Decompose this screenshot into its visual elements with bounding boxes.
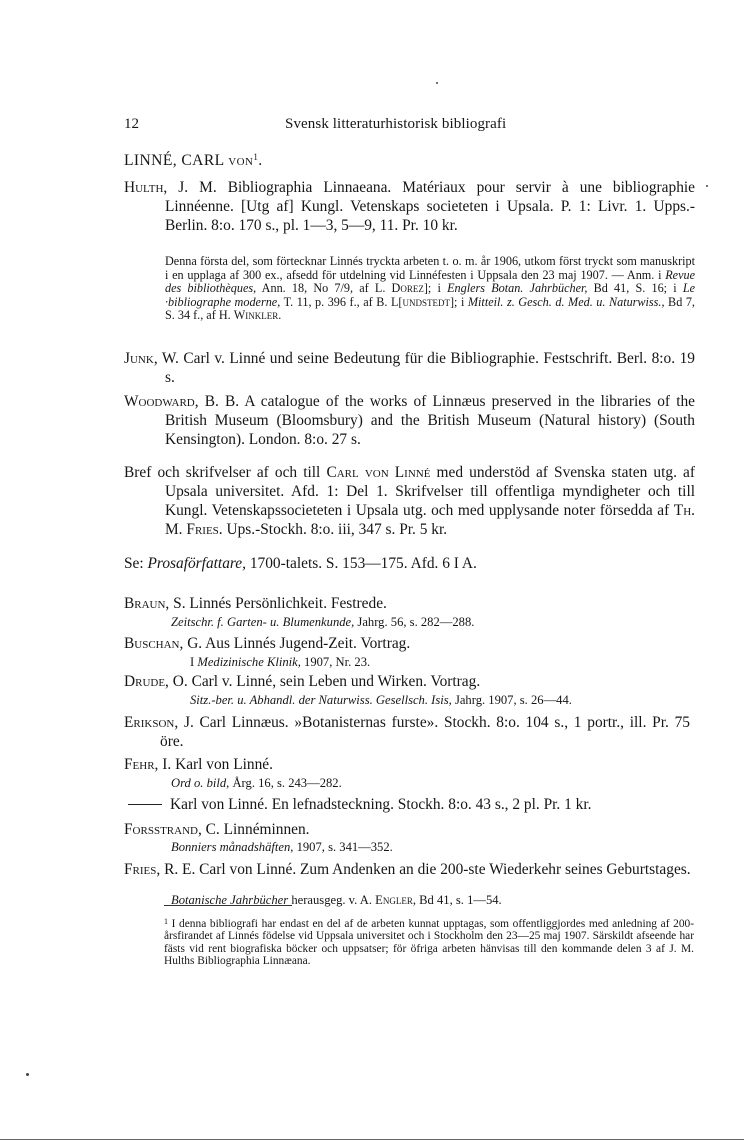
ink-speck xyxy=(436,82,438,84)
entry-fehr-2 xyxy=(124,795,654,814)
source-editor: Engler, xyxy=(375,893,416,907)
entry-woodward xyxy=(124,392,695,449)
note-author: undstedt xyxy=(402,294,450,309)
see-reference xyxy=(124,554,654,573)
source-forsstrand xyxy=(124,839,701,855)
entry-buschan xyxy=(124,634,695,653)
note-author: orez xyxy=(400,281,424,296)
source-buschan xyxy=(124,654,720,670)
entry-text: O. Carl v. Linné, sein Leben und Wirken. Vortrag. xyxy=(168,673,481,690)
source-text: Jahrg. 1907, s. 26—44. xyxy=(451,693,572,707)
annotation-hulth xyxy=(124,255,695,323)
source-text: 1907, s. 341—352. xyxy=(293,840,393,854)
entry-text: Ups.-Stockh. 8:o. iii, 347 s. Pr. 5 kr. xyxy=(222,521,448,538)
entry-braun xyxy=(124,594,695,613)
entry-text: C. Linnéminnen. xyxy=(201,821,310,838)
heading-suffix: von xyxy=(228,152,254,169)
note-author: Winkler. xyxy=(233,308,282,323)
source-title: Botanische Jahrbücher xyxy=(171,893,289,907)
see-target: Prosaförfattare, xyxy=(147,555,246,572)
source-title: Ord o. bild, xyxy=(171,776,230,790)
source-text: herausgeg. v. A. xyxy=(288,893,376,907)
entry-forsstrand xyxy=(124,820,695,839)
entry-text: R. E. Carl von Linné. Zum Andenken an die 200-ste Wiederkehr seines Geburtstages. xyxy=(160,861,691,878)
running-title: Svensk litteraturhistorisk bibliografi xyxy=(285,116,507,132)
note-text: T. 11, p. 396 f., af B. L[ xyxy=(280,294,403,309)
entry-text: S. Linnés Persönlichkeit. Festrede. xyxy=(169,595,387,612)
ink-speck xyxy=(706,185,708,187)
footnote-rule xyxy=(164,905,292,906)
source-braun xyxy=(124,614,701,630)
source-text: 1907, Nr. 23. xyxy=(300,655,371,669)
author-name: Drude, xyxy=(124,673,169,690)
ditto-dash xyxy=(128,804,162,805)
source-title: Medizinische Klinik, xyxy=(197,655,301,669)
author-name: Forsstrand, xyxy=(124,821,202,838)
entry-text: med understöd af Svenska staten utg. af Upsala universitet. Afd. 1: Del 1. Skrifvelser till offentliga myndigheter och till Kungl. Vetenskapssocieteten i Upsala utg. och med upplysande noter försedda af xyxy=(165,464,695,519)
person-name: Th. M. Fries. xyxy=(165,502,695,538)
footnote-text: I denna bibliografi har endast en del af de arbeten kunnat upptagas, som offentliggjordes med anledning af 200-årsfirandet af Linnés födelse vid Uppsala universitet och i Stockholm den 23—25 maj 1907. Särskildt afseende har fästs vid rent biografiska böcker och uppsatser; för öfriga arbeten hänvisas till den kommande delen 3 af J. M. Hulths Bibliographia Linnæana. xyxy=(164,918,694,968)
note-text: ]; i xyxy=(449,294,468,309)
subject-heading xyxy=(124,152,654,170)
entry-text: I. Karl von Linné. xyxy=(158,756,273,773)
author-name: Junk, xyxy=(124,350,158,367)
author-name: Woodward, xyxy=(124,393,199,410)
note-text: Bd 7, S. 34 f., af H. xyxy=(165,294,695,323)
scan-edge xyxy=(0,1139,744,1140)
source-title: Bonniers månadshäften, xyxy=(171,840,294,854)
page-number: 12 xyxy=(124,116,139,132)
note-text: Bd 41, S. 16; i xyxy=(587,281,683,296)
entry-text: W. Carl v. Linné und seine Bedeutung für die Bibliographie. Festschrift. Berl. 8:o. 19 s. xyxy=(157,350,695,386)
heading-end: . xyxy=(258,152,263,169)
ink-speck xyxy=(26,1073,29,1076)
entry-text: Bref och skrifvelser af och till xyxy=(124,464,327,481)
source-text: I xyxy=(190,655,198,669)
note-text: Ann. 18, No 7/9, af L. D xyxy=(256,281,401,296)
source-title: Zeitschr. f. Garten- u. Blumenkunde, xyxy=(171,615,355,629)
note-text: Denna första del, som förtecknar Linnés tryckta arbeten t. o. m. år 1906, utkom först tryckt som manuskript i en upplaga af 300 ex., afsedd för utdelning vid Linnéfesten i Uppsala den 23 maj 1907. — Anm. i xyxy=(165,254,695,282)
entry-bref xyxy=(124,463,695,539)
see-text: 1700-talets. S. 153—175. Afd. 6 I A. xyxy=(246,555,477,572)
source-text: Bd 41, s. 1—54. xyxy=(415,893,502,907)
author-name: Braun, xyxy=(124,595,170,612)
entry-text: Karl von Linné. En lefnadsteckning. Stockh. 8:o. 43 s., 2 pl. Pr. 1 kr. xyxy=(170,796,592,813)
person-name: Carl von Linné xyxy=(326,464,431,481)
note-journal: Englers Botan. Jahrbücher, xyxy=(447,281,588,296)
entry-erikson xyxy=(124,713,690,751)
note-journal: Mitteil. z. Gesch. d. Med. u. Naturwiss., xyxy=(467,294,665,309)
page-header xyxy=(124,116,654,136)
source-text: Jahrg. 56, s. 282—288. xyxy=(354,615,475,629)
entry-text: G. Aus Linnés Jugend-Zeit. Vortrag. xyxy=(183,635,411,652)
entry-text: J. Carl Linnæus. »Botanisternas furste». Stockh. 8:o. 104 s., 1 portr., ill. Pr. 75 öre. xyxy=(160,714,690,750)
entry-hulth xyxy=(124,178,695,235)
entry-fehr xyxy=(124,755,695,774)
author-name: Erikson, xyxy=(124,714,179,731)
author-name: Fries, xyxy=(124,861,161,878)
author-name: Buschan, xyxy=(124,635,184,652)
footnote-mark: 1 xyxy=(253,152,259,162)
note-text: ]; i xyxy=(423,281,448,296)
author-name: Hulth, xyxy=(124,179,168,196)
entry-fries xyxy=(124,860,695,879)
footnote xyxy=(124,916,694,968)
source-text: Årg. 16, s. 243—282. xyxy=(229,776,342,790)
see-label: Se: xyxy=(124,555,148,572)
entry-text: B. B. A catalogue of the works of Linnæus preserved in the libraries of the British Museum (Bloomsbury) and the British Museum (Natural history) (South Kensington). London. 8:o. 27 s. xyxy=(165,393,695,448)
source-drude xyxy=(124,692,720,708)
entry-junk xyxy=(124,349,695,387)
source-title: Sitz.-ber. u. Abhandl. der Naturwiss. Gesellsch. Isis, xyxy=(190,693,452,707)
source-fehr xyxy=(124,775,701,791)
note-journal: Le ·bibliographe moderne, xyxy=(165,281,696,309)
note-journal: Revue des bibliothèques, xyxy=(165,267,695,296)
entry-drude xyxy=(124,672,695,691)
heading-name: LINNÉ, CARL xyxy=(124,152,224,169)
author-name: Fehr, xyxy=(124,756,159,773)
footnote-number: 1 xyxy=(164,917,168,926)
entry-text: J. M. Bibliographia Linnaeana. Matériaux pour servir à une bibliographie Linnéenne. [Utg af] Kungl. Vetenskaps societeten i Upsala. P. 1: Livr. 1. Upps.-Berlin. 8:o. 170 s., pl. 1—3, 5—9, 11. Pr. 10 kr. xyxy=(165,179,695,234)
